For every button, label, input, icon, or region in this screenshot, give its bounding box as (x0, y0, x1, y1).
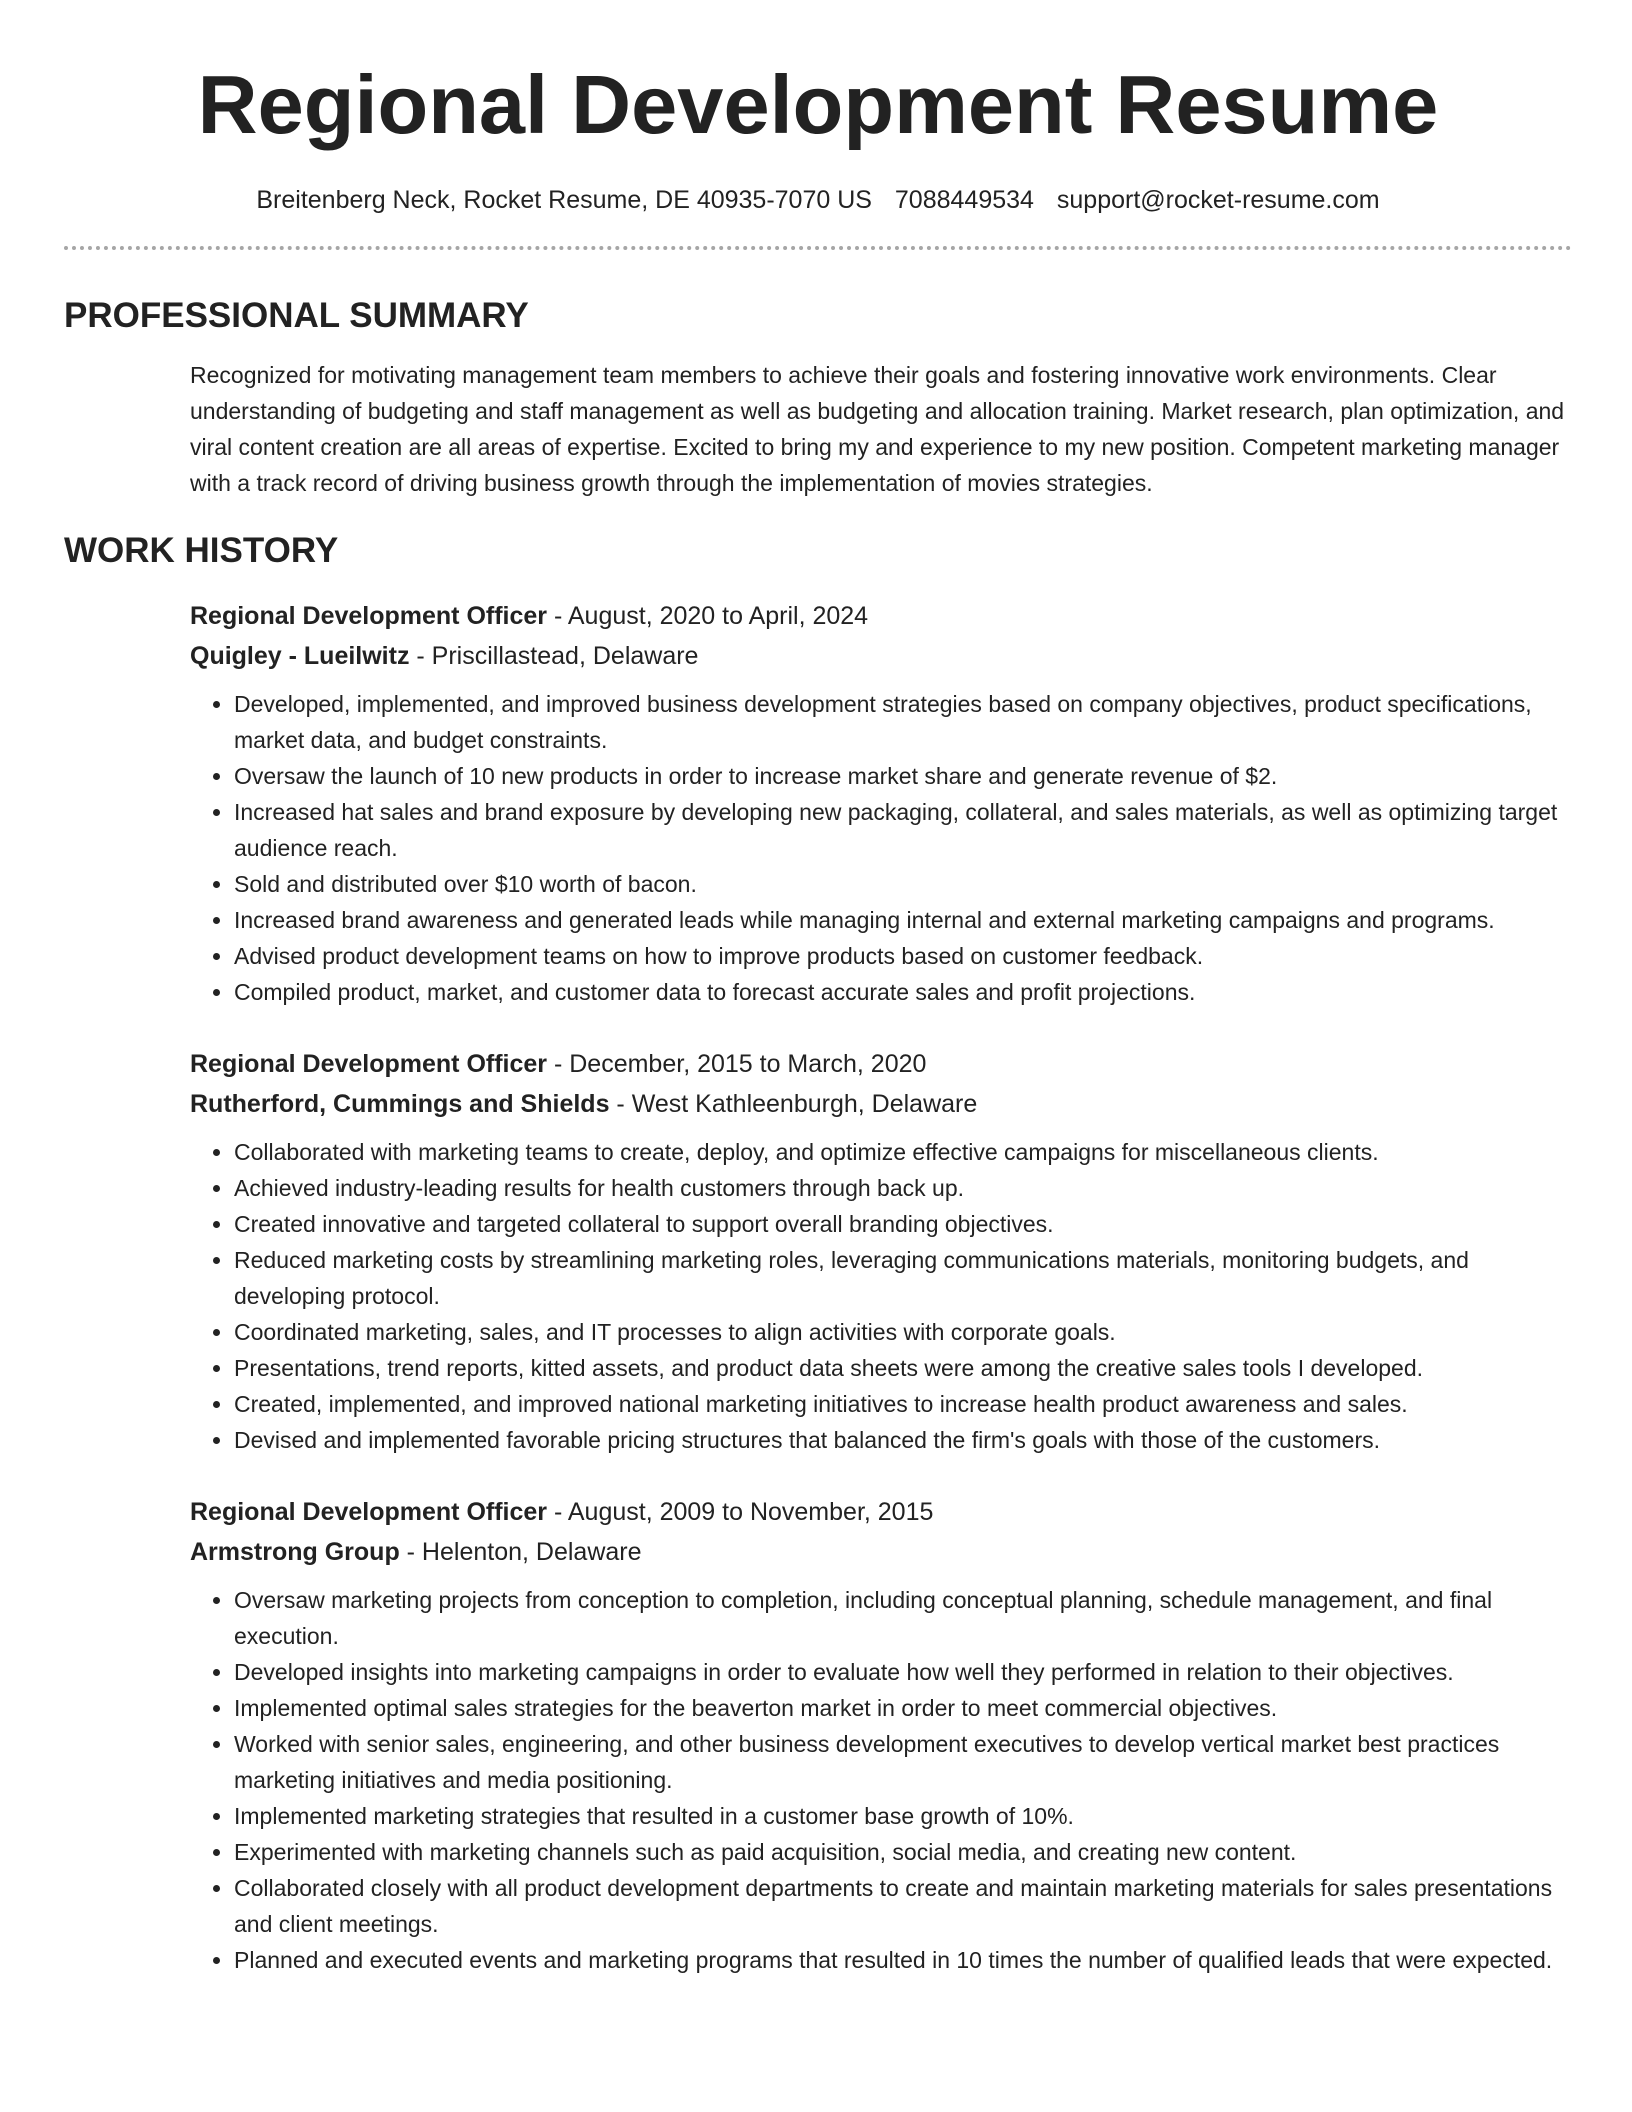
job-company-line (190, 1532, 1570, 1572)
job-bullet: • Increased hat sales and brand exposure by developing new packaging, collateral, and sales materials, as well as optimizing target audience reach. (234, 794, 1570, 866)
job-company: Rutherford, Cummings and Shields (190, 1090, 610, 1118)
section-title-professional-summary: PROFESSIONAL SUMMARY (64, 296, 529, 335)
job-title: Regional Development Officer (190, 1050, 548, 1078)
job-dates: - December, 2015 to March, 2020 (547, 1050, 927, 1078)
job-bullet: • Oversaw the launch of 10 new products in order to increase market share and generate revenue of $2. (234, 758, 1570, 794)
job-bullet: • Developed, implemented, and improved business development strategies based on company objectives, product specifications, market data, and budget constraints. (234, 686, 1570, 758)
work-history-section (64, 530, 1572, 1978)
job-bullet-list (190, 1582, 1570, 1978)
job-bullet-list (190, 1134, 1570, 1458)
job-bullet: • Worked with senior sales, engineering, and other business development executives to develop vertical market best practices marketing initiatives and media positioning. (234, 1726, 1570, 1798)
contact-line (64, 184, 1572, 216)
contact-email: support@rocket-resume.com (1056, 186, 1380, 214)
contact-phone: 7088449534 (894, 186, 1034, 214)
job-bullet: • Experimented with marketing channels such as paid acquisition, social media, and creating new content. (234, 1834, 1570, 1870)
job-bullet: • Created innovative and targeted collateral to support overall branding objectives. (234, 1206, 1570, 1242)
job-company-line (190, 1084, 1570, 1124)
job-location: - West Kathleenburgh, Delaware (609, 1090, 978, 1118)
summary-text: Recognized for motivating management team members to achieve their goals and fostering innovative work environments. Clear understanding of budgeting and staff management as well as budgeting and allocation training. Market research, plan optimization, and viral content creation are all areas of expertise. Excited to bring my and experience to my new position. Competent marketing manager with a track record of driving business growth through the implementation of movies strategies. (190, 362, 1565, 496)
section-title-work-history: WORK HISTORY (64, 531, 339, 570)
job-entry-2 (190, 1044, 1570, 1458)
job-title-line (190, 596, 1570, 636)
job-title: Regional Development Officer (190, 1498, 548, 1526)
job-location: - Priscillastead, Delaware (409, 642, 699, 670)
job-company: Quigley - Lueilwitz (190, 642, 410, 670)
job-bullet: • Coordinated marketing, sales, and IT processes to align activities with corporate goals. (234, 1314, 1570, 1350)
job-entry-1 (190, 596, 1570, 1010)
header-divider (64, 246, 1572, 250)
job-bullet: • Devised and implemented favorable pricing structures that balanced the firm's goals with those of the customers. (234, 1422, 1570, 1458)
job-bullet: • Achieved industry-leading results for health customers through back up. (234, 1170, 1570, 1206)
job-company-line (190, 636, 1570, 676)
job-bullet: • Created, implemented, and improved national marketing initiatives to increase health product awareness and sales. (234, 1386, 1570, 1422)
job-bullet: • Oversaw marketing projects from conception to completion, including conceptual planning, schedule management, and final execution. (234, 1582, 1570, 1654)
job-title-line (190, 1044, 1570, 1084)
job-bullet: • Planned and executed events and marketing programs that resulted in 10 times the number of qualified leads that were expected. (234, 1942, 1570, 1978)
job-title: Regional Development Officer (190, 602, 548, 630)
job-title-line (190, 1492, 1570, 1532)
job-bullet: • Developed insights into marketing campaigns in order to evaluate how well they performed in relation to their objectives. (234, 1654, 1570, 1690)
job-bullet: • Compiled product, market, and customer data to forecast accurate sales and profit projections. (234, 974, 1570, 1010)
job-bullet: • Increased brand awareness and generated leads while managing internal and external marketing campaigns and programs. (234, 902, 1570, 938)
job-dates: - August, 2009 to November, 2015 (547, 1498, 934, 1526)
job-bullet: • Implemented optimal sales strategies for the beaverton market in order to meet commercial objectives. (234, 1690, 1570, 1726)
job-bullet: • Reduced marketing costs by streamlining marketing roles, leveraging communications materials, monitoring budgets, and developing protocol. (234, 1242, 1570, 1314)
resume-page (64, 0, 1572, 1978)
contact-address: Breitenberg Neck, Rocket Resume, DE 40935-7070 US (256, 186, 872, 214)
job-entry-3 (190, 1492, 1570, 1978)
professional-summary-section (64, 295, 1572, 501)
job-bullet: • Sold and distributed over $10 worth of bacon. (234, 866, 1570, 902)
job-location: - Helenton, Delaware (399, 1538, 642, 1566)
job-bullet: • Collaborated closely with all product development departments to create and maintain marketing materials for sales presentations and client meetings. (234, 1870, 1570, 1942)
job-company: Armstrong Group (190, 1538, 400, 1566)
job-bullet-list (190, 686, 1570, 1010)
job-dates: - August, 2020 to April, 2024 (547, 602, 869, 630)
job-bullet: • Presentations, trend reports, kitted assets, and product data sheets were among the creative sales tools I developed. (234, 1350, 1570, 1386)
job-bullet: • Advised product development teams on how to improve products based on customer feedback. (234, 938, 1570, 974)
job-bullet: • Implemented marketing strategies that resulted in a customer base growth of 10%. (234, 1798, 1570, 1834)
resume-title: Regional Development Resume (197, 58, 1439, 151)
job-bullet: • Collaborated with marketing teams to create, deploy, and optimize effective campaigns for miscellaneous clients. (234, 1134, 1570, 1170)
